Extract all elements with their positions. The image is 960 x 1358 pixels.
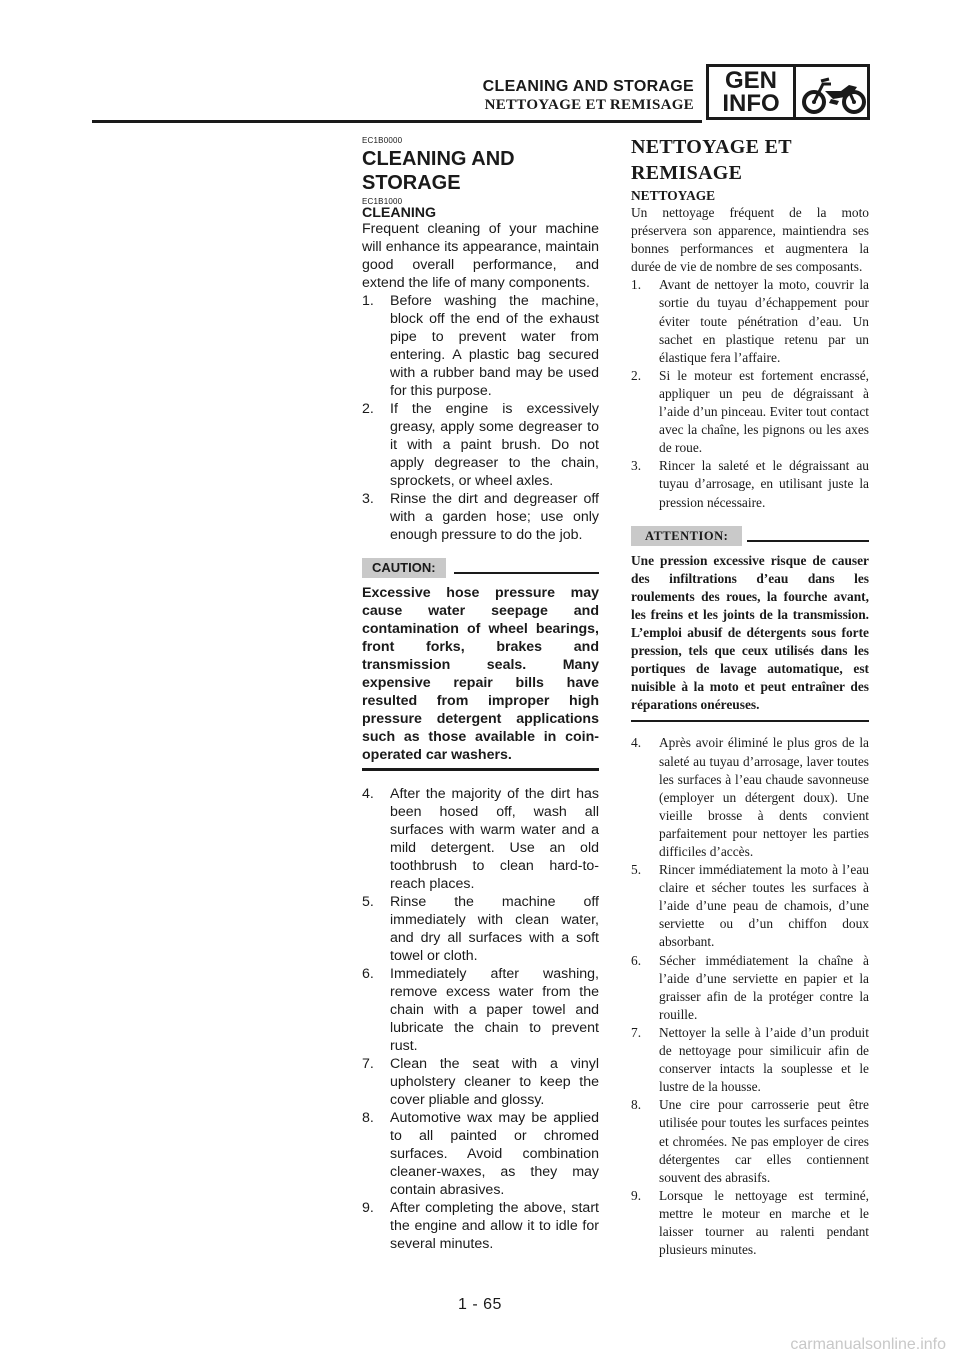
caution-header-fr xyxy=(631,526,869,552)
steps-list-b xyxy=(362,785,599,1253)
subsection-heading: CLEANING xyxy=(362,205,437,221)
list-item: 3. Rincer la saleté et le dégraissant au tuyau d’arrosage, en utilisant juste la pression nécessaire. xyxy=(631,458,869,510)
caution-end-rule xyxy=(362,768,599,771)
list-item: 2. If the engine is excessively greasy, apply some degreaser to it with a paint brush. Do not apply degreaser to the chain, sprockets, or wheel axles. xyxy=(362,401,599,489)
caution-label-fr: ATTENTION: xyxy=(631,526,742,546)
list-item: 9. After completing the above, start the engine and allow it to idle for several minutes. xyxy=(362,1200,599,1252)
section-code: EC1B0000 xyxy=(362,136,403,145)
list-item: 5. Rincer immédiatement la moto à l’eau claire et sécher toutes les surfaces à l’aide d’une peau de chamois, d’une serviette ou d’un chiffon doux absorbant. xyxy=(631,862,869,950)
intro-paragraph-fr: Un nettoyage fréquent de la moto préservera son apparence, maintiendra ses bonnes performances et augmentera la durée de vie de nombre de ses composants. xyxy=(631,205,869,275)
caution-label: CAUTION: xyxy=(362,558,446,578)
page-number: 1 - 65 xyxy=(458,1296,502,1313)
list-item: 6. Immediately after washing, remove excess water from the chain with a paper towel and lubricate the chain to prevent rust. xyxy=(362,966,599,1054)
list-item: 7. Clean the seat with a vinyl upholstery cleaner to keep the cover pliable and glossy. xyxy=(362,1056,599,1108)
badge-divider xyxy=(793,67,796,117)
list-item: 4. Après avoir éliminé le plus gros de la saleté au tuyau d’arrosage, laver toutes les surfaces à l’eau chaude savonneuse (employer un détergent doux). Une vieille brosse à dents convient parfaitement pour nettoyer les parties difficiles d’accès. xyxy=(631,735,869,859)
header-rule xyxy=(92,120,702,123)
list-item: 5. Rinse the machine off immediately with clean water, and dry all surfaces with a soft towel or cloth. xyxy=(362,894,599,964)
caution-rule xyxy=(454,572,599,574)
header-title xyxy=(483,78,694,114)
gen-info-badge xyxy=(706,64,870,120)
caution-text-fr: Une pression excessive risque de causer des infiltrations d’eau dans les roulements des roues, la fourche avant, les freins et les joints de la transmission. L’emploi abusif de détergents sous forte pression, tels que ceux utilisés dans les portiques de lavage automatique, est nuisible à la moto et peut entraîner des réparations onéreuses. xyxy=(631,552,869,713)
list-item: 9. Lorsque le nettoyage est terminé, mettre le moteur en marche et le laisser tourner au ralenti pendant plusieurs minutes. xyxy=(631,1187,869,1258)
caution-text: Excessive hose pressure may cause water seepage and contamination of wheel bearings, front forks, brakes and transmission seals. Many expensive repair bills have resulted from improper high pressure detergent applications such as those available in coin-operated car washers. xyxy=(362,585,599,763)
list-item: 8. Automotive wax may be applied to all painted or chromed surfaces. Avoid combination cleaner-waxes, as they may contain abrasives. xyxy=(362,1110,599,1198)
page-header xyxy=(0,0,960,130)
gen-info-text xyxy=(709,67,793,117)
list-item: 1. Avant de nettoyer la moto, couvrir la sortie du tuyau d’échappement pour éviter toute pénétration d’eau. Un sachet en plastique retenu par un élastique fera l’affaire. xyxy=(631,277,869,365)
list-item: 3. Rinse the dirt and degreaser off with a garden hose; use only enough pressure to do the job. xyxy=(362,491,599,543)
subsection-code: EC1B1000 xyxy=(362,197,403,206)
caution-end-rule-fr xyxy=(631,720,869,722)
header-title-fr: NETTOYAGE ET REMISAGE xyxy=(484,97,694,113)
section-heading: CLEANING AND STORAGE xyxy=(362,148,515,194)
caution-header xyxy=(362,558,599,584)
subsection-heading-fr: NETTOYAGE xyxy=(631,188,716,203)
french-column xyxy=(631,134,869,1259)
list-item: 1. Before washing the machine, block off the end of the exhaust pipe to prevent water from entering. A plastic bag secured with a rubber band may be used for this purpose. xyxy=(362,293,599,399)
list-item: 6. Sécher immédiatement la chaîne à l’aide d’une serviette en papier et la graisser afin de la protéger contre la rouille. xyxy=(631,952,869,1022)
info-label: INFO xyxy=(722,90,780,117)
steps-list-b-fr xyxy=(631,734,869,1259)
gen-label: GEN xyxy=(724,67,777,94)
header-title-en: CLEANING AND STORAGE xyxy=(482,78,694,95)
list-item: 4. After the majority of the dirt has been hosed off, wash all surfaces with warm water and a mild detergent. Use an old toothbrush to clean hard-to-reach places. xyxy=(362,786,599,892)
caution-box-fr xyxy=(631,526,869,723)
steps-list-a-fr xyxy=(631,276,869,511)
list-item: 2. Si le moteur est fortement encrassé, appliquer un peu de dégraissant à l’aide d’un pinceau. Eviter tout contact avec la chaîne, les pignons ou les axes de roue. xyxy=(631,367,869,456)
intro-paragraph: Frequent cleaning of your machine will enhance its appearance, maintain good overall performance, and extend the life of many components. xyxy=(362,221,599,291)
watermark: carmanualsonline.info xyxy=(790,1336,946,1353)
steps-list-a xyxy=(362,292,599,544)
list-item: 8. Une cire pour carrosserie peut être utilisée pour toutes les surfaces peintes et chromées. Ne pas employer de cires détergentes car elles contiennent souvent des abrasifs. xyxy=(631,1097,869,1185)
section-heading-fr: NETTOYAGE ET REMISAGE xyxy=(631,136,792,184)
motorcycle-icon xyxy=(801,71,867,115)
caution-box xyxy=(362,558,599,771)
list-item: 7. Nettoyer la selle à l’aide d’un produit de nettoyage pour similicuir afin de conserver intacts la souplesse et le lustre de la housse. xyxy=(631,1024,869,1095)
english-column xyxy=(362,136,599,1253)
caution-rule-fr xyxy=(747,540,869,542)
